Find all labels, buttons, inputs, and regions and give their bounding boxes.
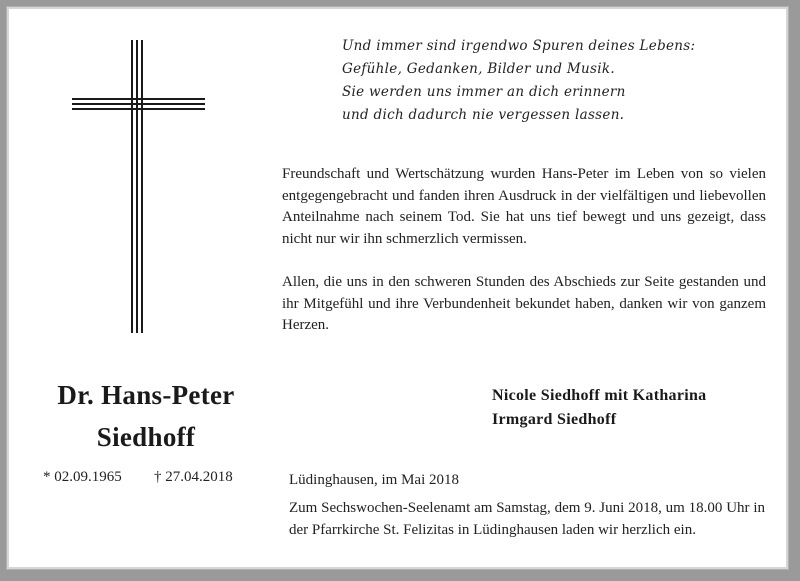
poem-line: Gefühle, Gedanken, Bilder und Musik. [342, 61, 615, 77]
deceased-name [25, 374, 267, 458]
service-notice: Zum Sechswochen-Seelenamt am Samstag, dem 9. Juni 2018, um 18.00 Uhr in der Pfarrkirche St. Felizitas in Lüdinghausen laden wir herzlich ein. [289, 500, 765, 538]
poem-line: Sie werden uns immer an dich erinnern [342, 84, 626, 100]
thanks-paragraph-2: Allen, die uns in den schweren Stunden des Abschieds zur Seite gestanden und ihr Mitgefühl und ihre Verbundenheit bekundet haben, danken wir von ganzem Herzen. [282, 274, 766, 333]
poem-line: Und immer sind irgendwo Spuren deines Lebens: [342, 38, 696, 54]
poem [342, 35, 695, 127]
place-date: Lüdinghausen, im Mai 2018 [289, 472, 459, 488]
name-line: Siedhoff [96, 422, 196, 452]
death-date: † 27.04.2018 [154, 469, 233, 485]
cross-icon [67, 37, 217, 337]
family-line: Nicole Siedhoff mit Katharina [492, 387, 707, 404]
name-line: Dr. Hans-Peter [57, 380, 235, 410]
family-signature [492, 384, 706, 432]
obituary-card [6, 6, 789, 570]
birth-date: * 02.09.1965 [43, 469, 122, 485]
poem-line: und dich dadurch nie vergessen lassen. [342, 107, 625, 123]
thanks-paragraph: Freundschaft und Wertschätzung wurden Hans-Peter im Leben von so vielen entgegengebracht und fanden ihren Ausdruck in der vielfältigen und liebevollen Anteilnahme nach seinem Tod. Sie hat uns tief bewegt und uns gezeigt, dass nicht nur wir ihn schmerzlich vermissen. [282, 166, 766, 247]
family-line: Irmgard Siedhoff [492, 411, 617, 428]
